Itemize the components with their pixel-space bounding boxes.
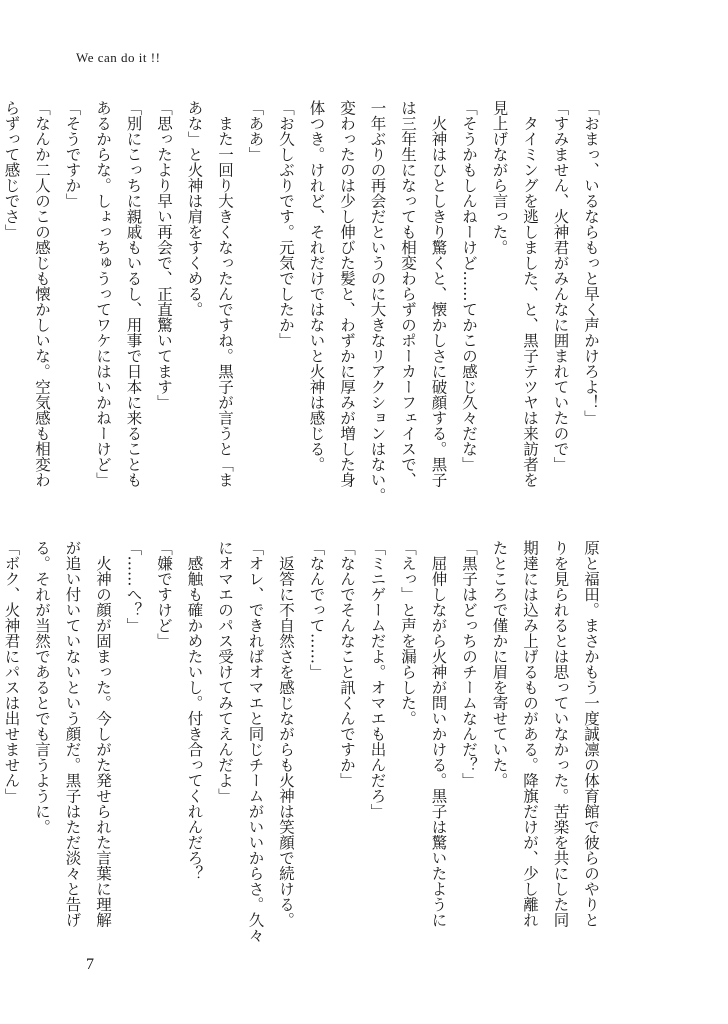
text-line: る。それが当然であるとでも言うように。 bbox=[33, 540, 51, 835]
text-block-upper bbox=[2, 100, 606, 508]
text-line: 変わったのは少し伸びた髪と、わずかに厚みが増した身 bbox=[338, 100, 356, 488]
text-line: 「ボク、火神君にパスは出せません」 bbox=[2, 540, 21, 804]
text-line: 体つき。けれど、それだけではないと火神は感じる。 bbox=[307, 100, 326, 472]
text-line: 「オレ、できればオマエと同じチームがいいからさ。久々 bbox=[246, 540, 265, 943]
page-number: 7 bbox=[86, 956, 94, 973]
text-line: 屈伸しながら火神が問いかける。黒子は驚いたように bbox=[429, 540, 448, 928]
text-line: 「なんか二人のこの感じも懐かしいな。空気感も相変わ bbox=[33, 100, 51, 488]
running-header: We can do it !! bbox=[76, 50, 161, 65]
text-line: また一回り大きくなったんですね。黒子が言うと「ま bbox=[216, 100, 234, 488]
text-line: 一年ぶりの再会だというのに大きなリアクションはない。 bbox=[368, 100, 387, 503]
text-line: 火神の顔が固まった。今しがた発せられた言葉に理解 bbox=[94, 540, 112, 928]
text-line: 見上げながら言った。 bbox=[490, 100, 509, 255]
text-line: 「嫌ですけど」 bbox=[155, 540, 173, 649]
text-line: りを見られるとは思っていなかった。苦楽を共にした同 bbox=[551, 540, 570, 928]
text-line: 「すみません、火神君がみんなに囲まれていたので」 bbox=[551, 100, 570, 472]
text-line: 「なんでそんなこと訊くんですか」 bbox=[338, 540, 356, 788]
text-line: らずって感じでさ」 bbox=[2, 100, 21, 240]
text-line: 「思ったより早い再会で、正直驚いてます」 bbox=[155, 100, 173, 410]
text-line: たところで僅かに眉を寄せていた。 bbox=[490, 540, 509, 788]
text-line: 火神はひとしきり驚くと、懐かしさに破顔する。黒子 bbox=[429, 100, 448, 488]
text-line: が追い付いていないという顔だ。黒子はただ淡々と告げ bbox=[63, 540, 82, 928]
text-line: 「そうですか」 bbox=[63, 100, 82, 209]
text-line: 「お久しぶりです。元気でしたか」 bbox=[277, 100, 295, 348]
text-line: 感触も確かめたいし。付き合ってくれんだろ？ bbox=[185, 540, 204, 881]
text-line: 「ミニゲームだよ。オマエも出んだろ」 bbox=[368, 540, 387, 819]
text-line: にオマエのパス受けてみてえんだよ」 bbox=[216, 540, 234, 804]
text-line: あるからな。しょっちゅうってワケにはいかねーけど」 bbox=[94, 100, 112, 488]
text-line: 「なんでって……」 bbox=[307, 540, 326, 680]
text-line: 返答に不自然さを感じながらも火神は笑顔で続ける。 bbox=[277, 540, 295, 928]
text-block-lower bbox=[2, 540, 606, 948]
text-line: 原と福田。まさかもう一度誠凛の体育館で彼らのやりと bbox=[582, 540, 600, 928]
text-line: 「えっ」と声を漏らした。 bbox=[399, 540, 417, 726]
text-line: 「そうかもしんねーけど……てかこの感じ久々だな」 bbox=[460, 100, 478, 472]
text-line: 「……へ？」 bbox=[124, 540, 143, 633]
text-line: 「ああ」 bbox=[246, 100, 265, 162]
text-line: 「別にこっちに親戚もいるし、用事で日本に来ることも bbox=[124, 100, 143, 488]
text-line: 「黒子はどっちのチームなんだ？」 bbox=[460, 540, 478, 788]
text-line: あな」と火神は肩をすくめる。 bbox=[185, 100, 204, 317]
text-line: は三年生になっても相変わらずのポーカーフェイスで、 bbox=[399, 100, 417, 488]
text-line: 期達には込み上げるものがある。降旗だけが、少し離れ bbox=[521, 540, 539, 928]
text-line: 「おまっ、いるならもっと早く声かけろよ！」 bbox=[582, 100, 600, 426]
text-line: タイミングを逃しました、と、黒子テツヤは来訪者を bbox=[521, 100, 539, 488]
